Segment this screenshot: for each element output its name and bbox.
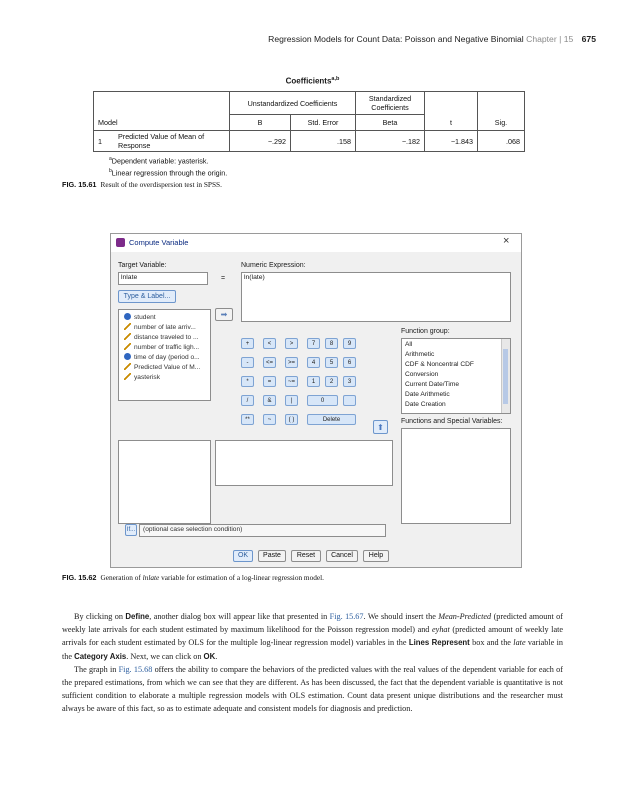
header-standardized: Standardized Coefficients: [356, 92, 425, 115]
help-button[interactable]: Help: [363, 550, 389, 562]
scale-variable-icon: [124, 333, 131, 340]
scrollbar-thumb[interactable]: [503, 349, 508, 404]
functions-list[interactable]: [401, 428, 511, 524]
nominal-variable-icon: [124, 313, 131, 320]
equals-sign: =: [221, 275, 226, 282]
scale-variable-icon: [124, 343, 131, 350]
key-greater-equal[interactable]: >=: [285, 357, 298, 368]
scale-variable-icon: [124, 373, 131, 380]
function-description-panel: [215, 440, 393, 486]
dialog-titlebar: [111, 234, 521, 252]
cell-model: 1: [94, 131, 115, 152]
list-item[interactable]: distance traveled to ...: [124, 333, 199, 341]
header-unstandardized: Unstandardized Coefficients: [230, 92, 356, 115]
spss-app-icon: [116, 238, 125, 247]
key-3[interactable]: 3: [343, 376, 356, 387]
key-parentheses[interactable]: ( ): [285, 414, 298, 425]
key-decimal[interactable]: [343, 395, 356, 406]
footnote-a: $^a$Dependent variable: yasterisk.: [109, 156, 209, 166]
key-4[interactable]: 4: [307, 357, 320, 368]
key-5[interactable]: 5: [325, 357, 338, 368]
list-item[interactable]: yasterisk: [124, 373, 160, 381]
target-variable-input[interactable]: lnlate: [118, 272, 208, 285]
paste-button[interactable]: Paste: [258, 550, 286, 562]
list-item[interactable]: Date Creation: [405, 401, 446, 408]
list-item[interactable]: Date Arithmetic: [405, 391, 450, 398]
dialog-title: Compute Variable: [129, 238, 189, 247]
key-not-equal[interactable]: ~=: [285, 376, 298, 387]
ok-button[interactable]: OK: [233, 550, 253, 562]
list-item[interactable]: Predicted Value of M...: [124, 363, 200, 371]
cell-beta: −.182: [356, 131, 425, 152]
function-group-label: Function group:: [401, 328, 450, 335]
figure-link-15-67[interactable]: Fig. 15.67: [329, 612, 364, 621]
nominal-variable-icon: [124, 353, 131, 360]
cell-b: −.292: [230, 131, 291, 152]
footnote-b: $^b$Linear regression through the origin.: [109, 168, 228, 178]
key-8[interactable]: 8: [325, 338, 338, 349]
function-group-list[interactable]: [401, 338, 511, 414]
insert-function-arrow-button[interactable]: ⬆: [373, 420, 388, 434]
calculator-keypad: [241, 338, 376, 428]
key-divide[interactable]: /: [241, 395, 254, 406]
key-and[interactable]: &: [263, 395, 276, 406]
table-row: [94, 131, 525, 152]
scale-variable-icon: [124, 363, 131, 370]
list-item[interactable]: Conversion: [405, 371, 439, 378]
key-0[interactable]: 0: [307, 395, 338, 406]
reset-button[interactable]: Reset: [291, 550, 321, 562]
key-power[interactable]: **: [241, 414, 254, 425]
paragraph-1: By clicking on Define, another dialog box will appear like that presented in Fig. 15.67. We should insert the Mean-Predicted (predicted amount of weekly late arrivals for each student estimated by maximum likelihood for the Poisson regression model) and eyhat (predicted amount of weekly late arrivals for each student estimated by OLS for the multiple log-linear regression model) variables in the Lines Represent box and the late variable in the Category Axis. Next, we can click on OK.: [62, 612, 564, 661]
list-item[interactable]: All: [405, 341, 413, 348]
variable-list[interactable]: [118, 309, 211, 401]
cancel-button[interactable]: Cancel: [326, 550, 358, 562]
scrollbar[interactable]: [501, 339, 510, 413]
figure-caption-15-61: FIG. 15.61 Result of the overdispersion test in SPSS.: [62, 180, 222, 189]
list-item[interactable]: CDF & Noncentral CDF: [405, 361, 474, 368]
coefficients-title: Coefficients$^{a,b}$: [285, 76, 340, 86]
cell-predictor: Predicted Value of Mean of Response: [114, 131, 230, 152]
list-item[interactable]: number of traffic ligh...: [124, 343, 199, 351]
list-item[interactable]: time of day (period o...: [124, 353, 200, 361]
col-se: Std. Error: [291, 115, 356, 131]
list-item[interactable]: number of late arriv...: [124, 323, 196, 331]
variable-list-lower-panel: [118, 440, 211, 524]
scale-variable-icon: [124, 323, 131, 330]
key-or[interactable]: |: [285, 395, 298, 406]
list-item[interactable]: student: [124, 313, 156, 321]
key-less-than[interactable]: <: [263, 338, 276, 349]
key-delete[interactable]: Delete: [307, 414, 356, 425]
figure-caption-15-62: FIG. 15.62 Generation of lnlate variable for estimation of a log-linear regression model.: [62, 573, 324, 582]
page-number: 675: [581, 34, 596, 44]
key-2[interactable]: 2: [325, 376, 338, 387]
key-plus[interactable]: +: [241, 338, 254, 349]
target-variable-label: Target Variable:: [118, 262, 167, 269]
figure-link-15-68[interactable]: Fig. 15.68: [118, 664, 153, 674]
cell-t: −1.843: [425, 131, 478, 152]
col-model: Model: [94, 115, 230, 131]
numeric-expression-input[interactable]: ln(late): [241, 272, 511, 322]
paragraph-2: The graph in Fig. 15.68 offers the ability to compare the behaviors of the predicted values with the real values of the dependent variable for each of the prepared estimations, from which we can see that they are different. As has been discussed, the fact that the dependent variable is quantitative is not sufficient condition to elaborate a multiple regression models with OLS estimation. Count data present unique distributions and the researcher must always be aware of this fact, so as to estimate adequate and consistent models for diagnosis and prediction.: [62, 664, 563, 714]
key-7[interactable]: 7: [307, 338, 320, 349]
type-and-label-button[interactable]: Type & Label...: [118, 290, 176, 303]
body-paragraphs: [62, 610, 563, 716]
header-title: Regression Models for Count Data: Poisson and Negative Binomial: [268, 34, 524, 44]
cell-sig: .068: [478, 131, 525, 152]
if-button[interactable]: If...: [125, 524, 137, 536]
functions-special-variables-label: Functions and Special Variables:: [401, 418, 503, 425]
close-icon[interactable]: ×: [503, 235, 510, 247]
key-greater-than[interactable]: >: [285, 338, 298, 349]
running-header: [0, 34, 596, 44]
key-6[interactable]: 6: [343, 357, 356, 368]
col-sig: Sig.: [478, 115, 525, 131]
key-equals[interactable]: =: [263, 376, 276, 387]
key-multiply[interactable]: *: [241, 376, 254, 387]
list-item[interactable]: Current Date/Time: [405, 381, 459, 388]
key-less-equal[interactable]: <=: [263, 357, 276, 368]
col-t: t: [425, 115, 478, 131]
move-variable-arrow-button[interactable]: ➡: [215, 308, 233, 321]
header-chapter: Chapter | 15: [526, 34, 574, 44]
coefficients-table: [93, 91, 525, 152]
key-9[interactable]: 9: [343, 338, 356, 349]
col-beta: Beta: [356, 115, 425, 131]
cell-se: .158: [291, 131, 356, 152]
key-not[interactable]: ~: [263, 414, 276, 425]
numeric-expression-label: Numeric Expression:: [241, 262, 306, 269]
compute-variable-dialog: [110, 233, 522, 568]
key-minus[interactable]: -: [241, 357, 254, 368]
col-b: B: [230, 115, 291, 131]
key-1[interactable]: 1: [307, 376, 320, 387]
if-condition-field: (optional case selection condition): [139, 524, 386, 537]
list-item[interactable]: Arithmetic: [405, 351, 435, 358]
